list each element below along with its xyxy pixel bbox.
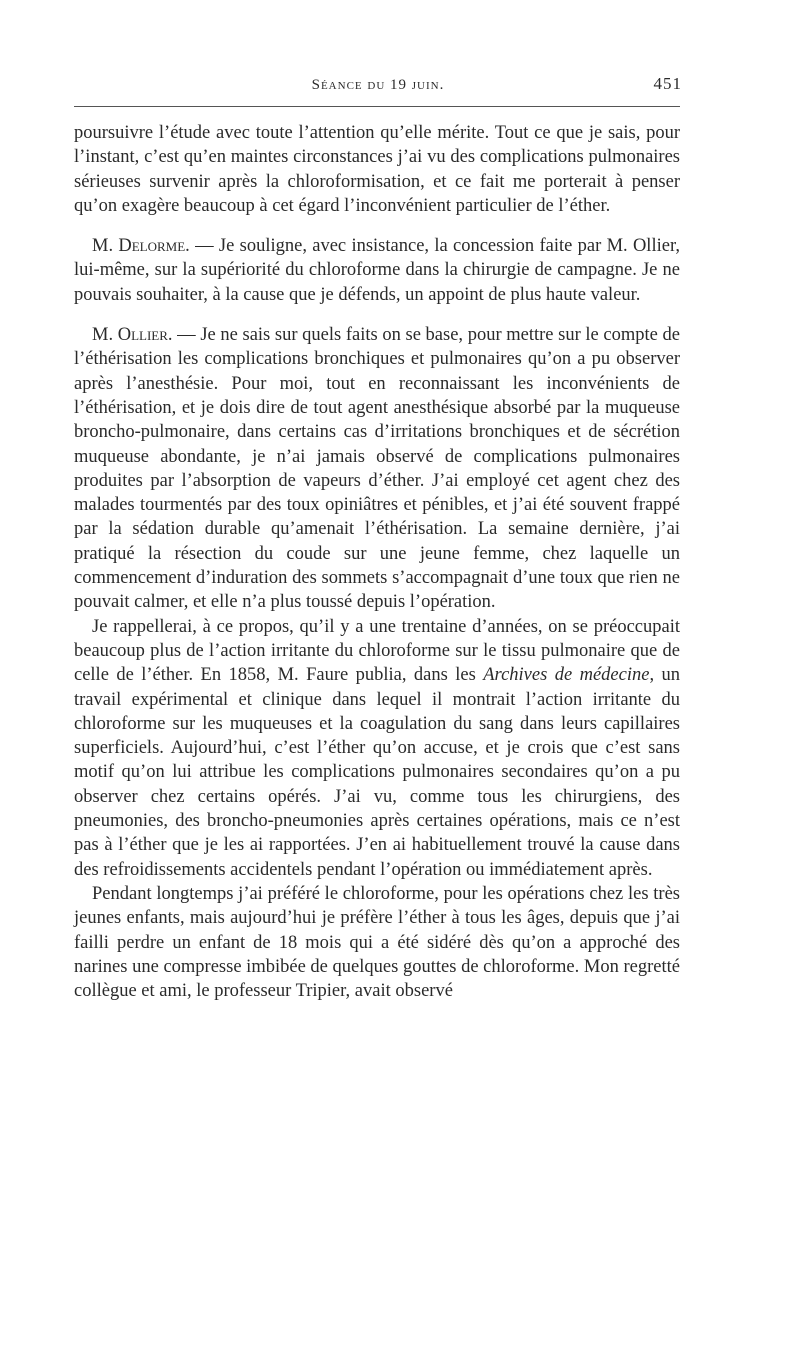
paragraph-continuation: poursuivre l’étude avec toute l’attention qu’elle mérite. Tout ce que je sais, pour l’instant, c’est qu’en maintes circonstances j’ai vu des complications pulmonaires sérieuses survenir après la chloroformisation, et ce fait me porterait à penser qu’on exagère beaucoup à cet égard l’inconvénient particulier de l’éther. bbox=[74, 123, 680, 216]
speaker-name: M. Ollier. bbox=[92, 325, 173, 346]
journal-title: Archives de médecine bbox=[483, 665, 650, 686]
paragraph-ollier bbox=[74, 323, 680, 615]
header-rule bbox=[74, 106, 680, 107]
paragraph-text: , un travail expérimental et clinique dans lequel il montrait l’action irritante du chloroforme sur les muqueuses et la coagulation du sang dans leurs capillaires superficiels. Aujourd’hui, c’est l’éther qu’on accuse, et je crois que c’est sans motif qu’on lui attribue les complications pulmonaires secondaires qu’on a pu observer chez certains opérés. J’ai vu, comme tous les chirurgiens, des pneumonies, des broncho-pneumonies après certaines opérations, mais ce n’est pas à l’éther que je les ai rapportées. J’en ai habituellement trouvé la cause dans des refroidissements accidentels pendant l’opération ou immédiatement après. bbox=[74, 665, 681, 880]
paragraph-text: — Je ne sais sur quels faits on se base, pour mettre sur le compte de l’éthérisation les complications bronchiques et pulmonaires qu’on a pu observer après l’anesthésie. Pour moi, tout en reconnaissant les inconvénients de l’éthérisation, et je dois dire de tout agent anesthésique absorbé par la muqueuse broncho-pulmonaire, dans certains cas d’irritations bronchiques et de sécrétion muqueuse abondante, je n’ai jamais observé de complications pulmonaires produites par l’absorption de vapeurs d’éther. J’ai employé cet agent chez des malades tourmentés par des toux opiniâtres et pénibles, et j’ai été souvent frappé par la sédation durable qu’amenait l’éthérisation. La semaine dernière, j’ai pratiqué la résection du coude sur une jeune femme, chez laquelle un commencement d’induration des sommets s’accompagnait d’une toux que rien ne pouvait calmer, et elle n’a plus toussé depuis l’opération. bbox=[74, 325, 680, 613]
running-title: Séance du 19 juin. bbox=[311, 77, 445, 93]
body-text bbox=[74, 121, 680, 1003]
paragraph-chloroforme: Pendant longtemps j’ai préféré le chloroforme, pour les opérations chez les très jeunes enfants, mais aujourd’hui je préfère l’éther à tous les âges, depuis que j’ai failli perdre un enfant de 18 mois qui a été sidéré dès qu’on a approché des narines une compresse imbibée de quelques gouttes de chloroforme. Mon regretté collègue et ami, le professeur Tripier, avait observé bbox=[74, 883, 680, 1002]
speaker-name: M. Delorme. bbox=[92, 236, 190, 257]
paragraph-text: Je rappellerai, à ce propos, qu’il y a une trentaine d’années, on se préoccupait beaucoup plus de l’action irritante du chloroforme sur le tissu pulmonaire que de celle de l’éther. En 1858, M. Faure publia, dans les bbox=[74, 616, 680, 686]
page-number: 451 bbox=[653, 74, 682, 93]
paragraph-delorme bbox=[74, 234, 680, 307]
running-header bbox=[74, 74, 682, 99]
paragraph-archives bbox=[74, 615, 680, 882]
paragraph-text: — Je souligne, avec insistance, la concession faite par M. Ollier, lui-même, sur la supériorité du chloroforme dans la chirurgie de campagne. Je ne pouvais souhaiter, à la cause que je défends, un appoint de plus haute valeur. bbox=[74, 236, 680, 305]
